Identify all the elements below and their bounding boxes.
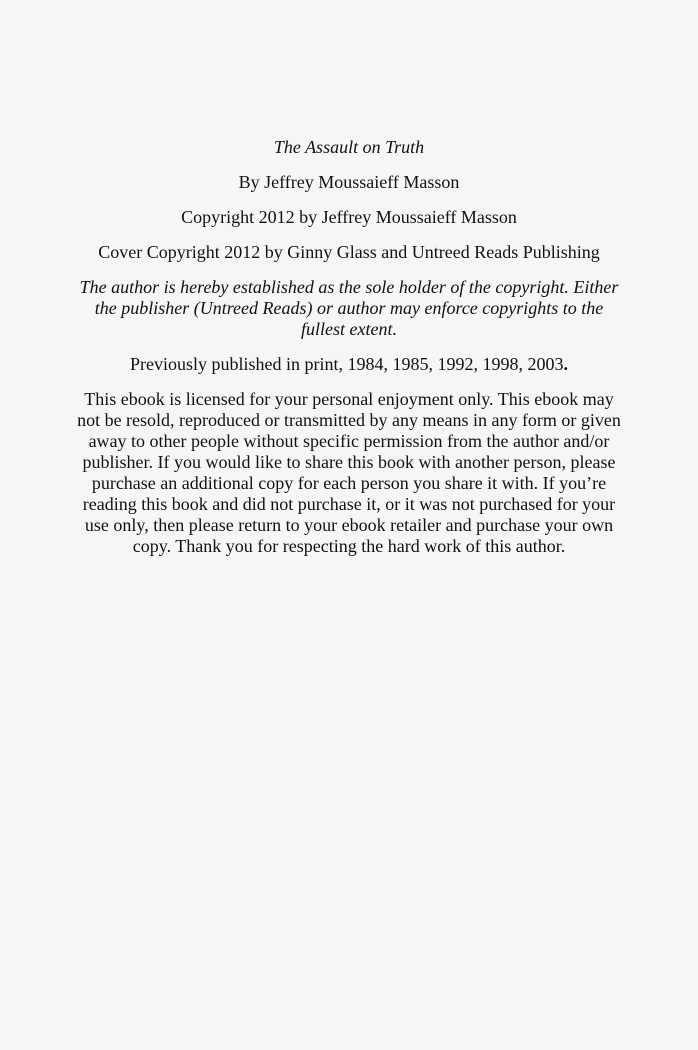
byline: By Jeffrey Moussaieff Masson <box>238 172 460 192</box>
previous-publication-period: . <box>563 354 568 374</box>
rights-statement: The author is hereby established as the sole holder of the copyright. Either the publisher (Untreed Reads) or author may enforce copyrights to the fullest extent. <box>79 277 619 339</box>
license-statement: This ebook is licensed for your personal enjoyment only. This ebook may not be resold, reproduced or transmitted by any means in any form or given away to other people without specific permission from the author and/or publisher. If you would like to share this book with another person, please purchase an additional copy for each person you share it with. If you’re reading this book and did not purchase it, or it was not purchased for your use only, then please return to your ebook retailer and purchase your own copy. Thank you for respecting the hard work of this author. <box>77 389 621 556</box>
copyright-notice: Copyright 2012 by Jeffrey Moussaieff Masson <box>181 207 517 227</box>
book-title: The Assault on Truth <box>273 137 425 157</box>
previous-publication-note <box>76 354 622 375</box>
previous-publication-text: Previously published in print, 1984, 1985, 1992, 1998, 2003 <box>130 354 564 374</box>
cover-copyright-notice: Cover Copyright 2012 by Ginny Glass and Untreed Reads Publishing <box>98 242 600 262</box>
